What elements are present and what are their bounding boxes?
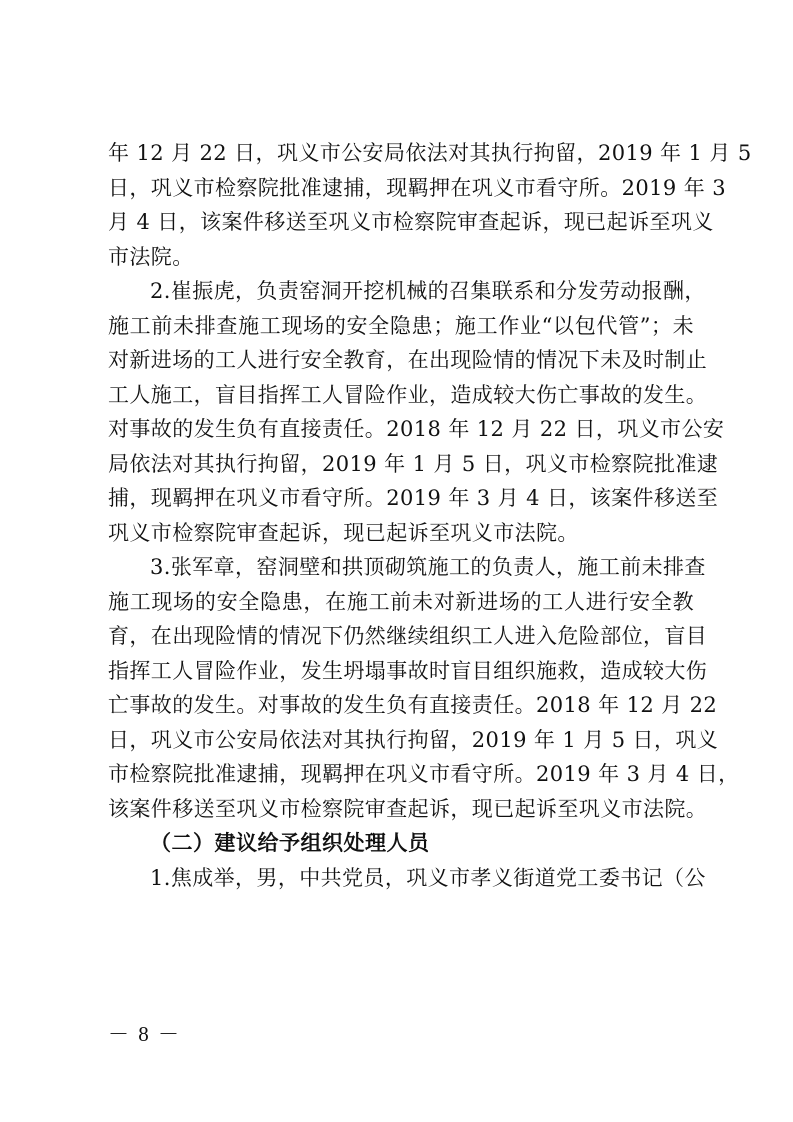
text-line: 1.焦成举，男，中共党员，巩义市孝义街道党工委书记（公 — [150, 865, 706, 890]
text-line: 施工前未排查施工现场的安全隐患；施工作业“以包代管”；未 — [108, 313, 694, 338]
text-line: 该案件移送至巩义市检察院审查起诉，现已起诉至巩义市法院。 — [108, 796, 708, 821]
paragraph-continued — [108, 136, 752, 274]
paragraph-zhang-junzhang — [108, 550, 740, 826]
text-line: 施工现场的安全隐患，在施工前未对新进场的工人进行安全教 — [108, 589, 694, 614]
text-line: 捕，现羁押在巩义市看守所。2019 年 3 月 4 日，该案件移送至 — [108, 486, 719, 510]
text-line: 对新进场的工人进行安全教育，在出现险情的情况下未及时制止 — [108, 348, 708, 372]
text-line: 育，在出现险情的情况下仍然继续组织工人进入危险部位，盲目 — [108, 624, 708, 648]
page-number: － 8 － — [108, 1022, 181, 1046]
text-line: 3.张军章，窑洞壁和拱顶砌筑施工的负责人，施工前未排查 — [150, 555, 706, 579]
paragraph-jiao-chengju — [108, 861, 706, 896]
paragraph-cui-zhenhu — [108, 274, 725, 550]
text-line: 市法院。 — [108, 244, 194, 269]
text-line: 日，巩义市公安局依法对其执行拘留，2019 年 1 月 5 日，巩义 — [108, 727, 719, 752]
text-line: 局依法对其执行拘留，2019 年 1 月 5 日，巩义市检察院批准逮 — [108, 451, 719, 476]
section-heading: （二）建议给予组织处理人员 — [150, 831, 430, 855]
text-line: 指挥工人冒险作业，发生坍塌事故时盲目组织施救，造成较大伤 — [108, 658, 708, 683]
text-line: 巩义市检察院审查起诉，现已起诉至巩义市法院。 — [108, 520, 579, 545]
text-line: 月 4 日，该案件移送至巩义市检察院审查起诉，现已起诉至巩义 — [108, 210, 714, 234]
document-body — [108, 136, 752, 895]
text-line: 市检察院批准逮捕，现羁押在巩义市看守所。2019 年 3 月 4 日， — [108, 762, 740, 786]
text-line: 对事故的发生负有直接责任。2018 年 12 月 22 日，巩义市公安 — [108, 417, 725, 441]
text-line: 日，巩义市检察院批准逮捕，现羁押在巩义市看守所。2019 年 3 — [108, 175, 726, 200]
text-line: 年 12 月 22 日，巩义市公安局依法对其执行拘留，2019 年 1 月 5 — [108, 141, 752, 165]
text-line: 2.崔振虎，负责窑洞开挖机械的召集联系和分发劳动报酬， — [150, 279, 706, 303]
text-line: 工人施工，盲目指挥工人冒险作业，造成较大伤亡事故的发生。 — [108, 382, 708, 407]
text-line: 亡事故的发生。对事故的发生负有直接责任。2018 年 12 月 22 — [108, 693, 718, 717]
